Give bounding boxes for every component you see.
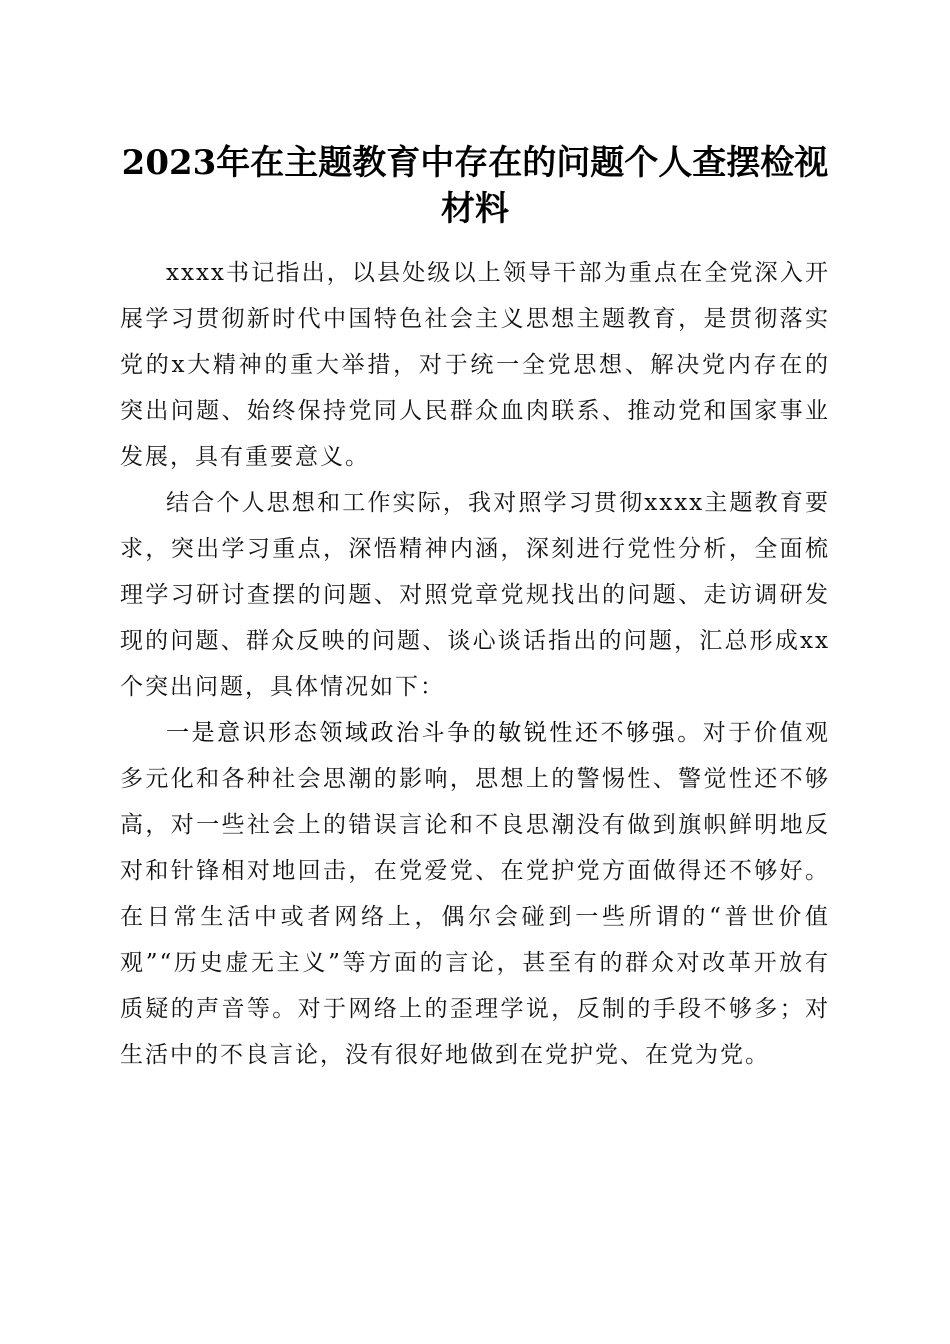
document-body [120, 250, 830, 1078]
paragraph-issue-one [120, 710, 830, 1078]
paragraph-issue-one-text: 对于价值观多元化和各种社会思潮的影响，思想上的警惕性、警觉性还不够高，对一些社会上的错误言论和不良思潮没有做到旗帜鲜明地反对和针锋相对地回击，在党爱党、在党护党方面做得还不够好。在日常生活中或者网络上，偶尔会碰到一些所谓的“普世价值观”“历史虚无主义”等方面的言论，甚至有的群众对改革开放有质疑的声音等。对于网络上的歪理学说，反制的手段不够多；对生活中的不良言论，没有很好地做到在党护党、在党为党。 [120, 720, 831, 1068]
paragraph-issue-one-lead: 一是意识形态领域政治斗争的敏锐性还不够强。 [166, 720, 703, 746]
paragraph-intro: xxxx书记指出，以县处级以上领导干部为重点在全党深入开展学习贯彻新时代中国特色社会主义思想主题教育，是贯彻落实党的x大精神的重大举措，对于统一全党思想、解决党内存在的突出问题、始终保持党同人民群众血肉联系、推动党和国家事业发展，具有重要意义。 [120, 260, 830, 470]
document-title: 2023年在主题教育中存在的问题个人查摆检视材料 [121, 143, 829, 229]
paragraph-context: 结合个人思想和工作实际，我对照学习贯彻xxxx主题教育要求，突出学习重点，深悟精神内涵，深刻进行党性分析，全面梳理学习研讨查摆的问题、对照党章党规找出的问题、走访调研发现的问题、群众反映的问题、谈心谈话指出的问题，汇总形成xx个突出问题，具体情况如下： [120, 490, 830, 700]
